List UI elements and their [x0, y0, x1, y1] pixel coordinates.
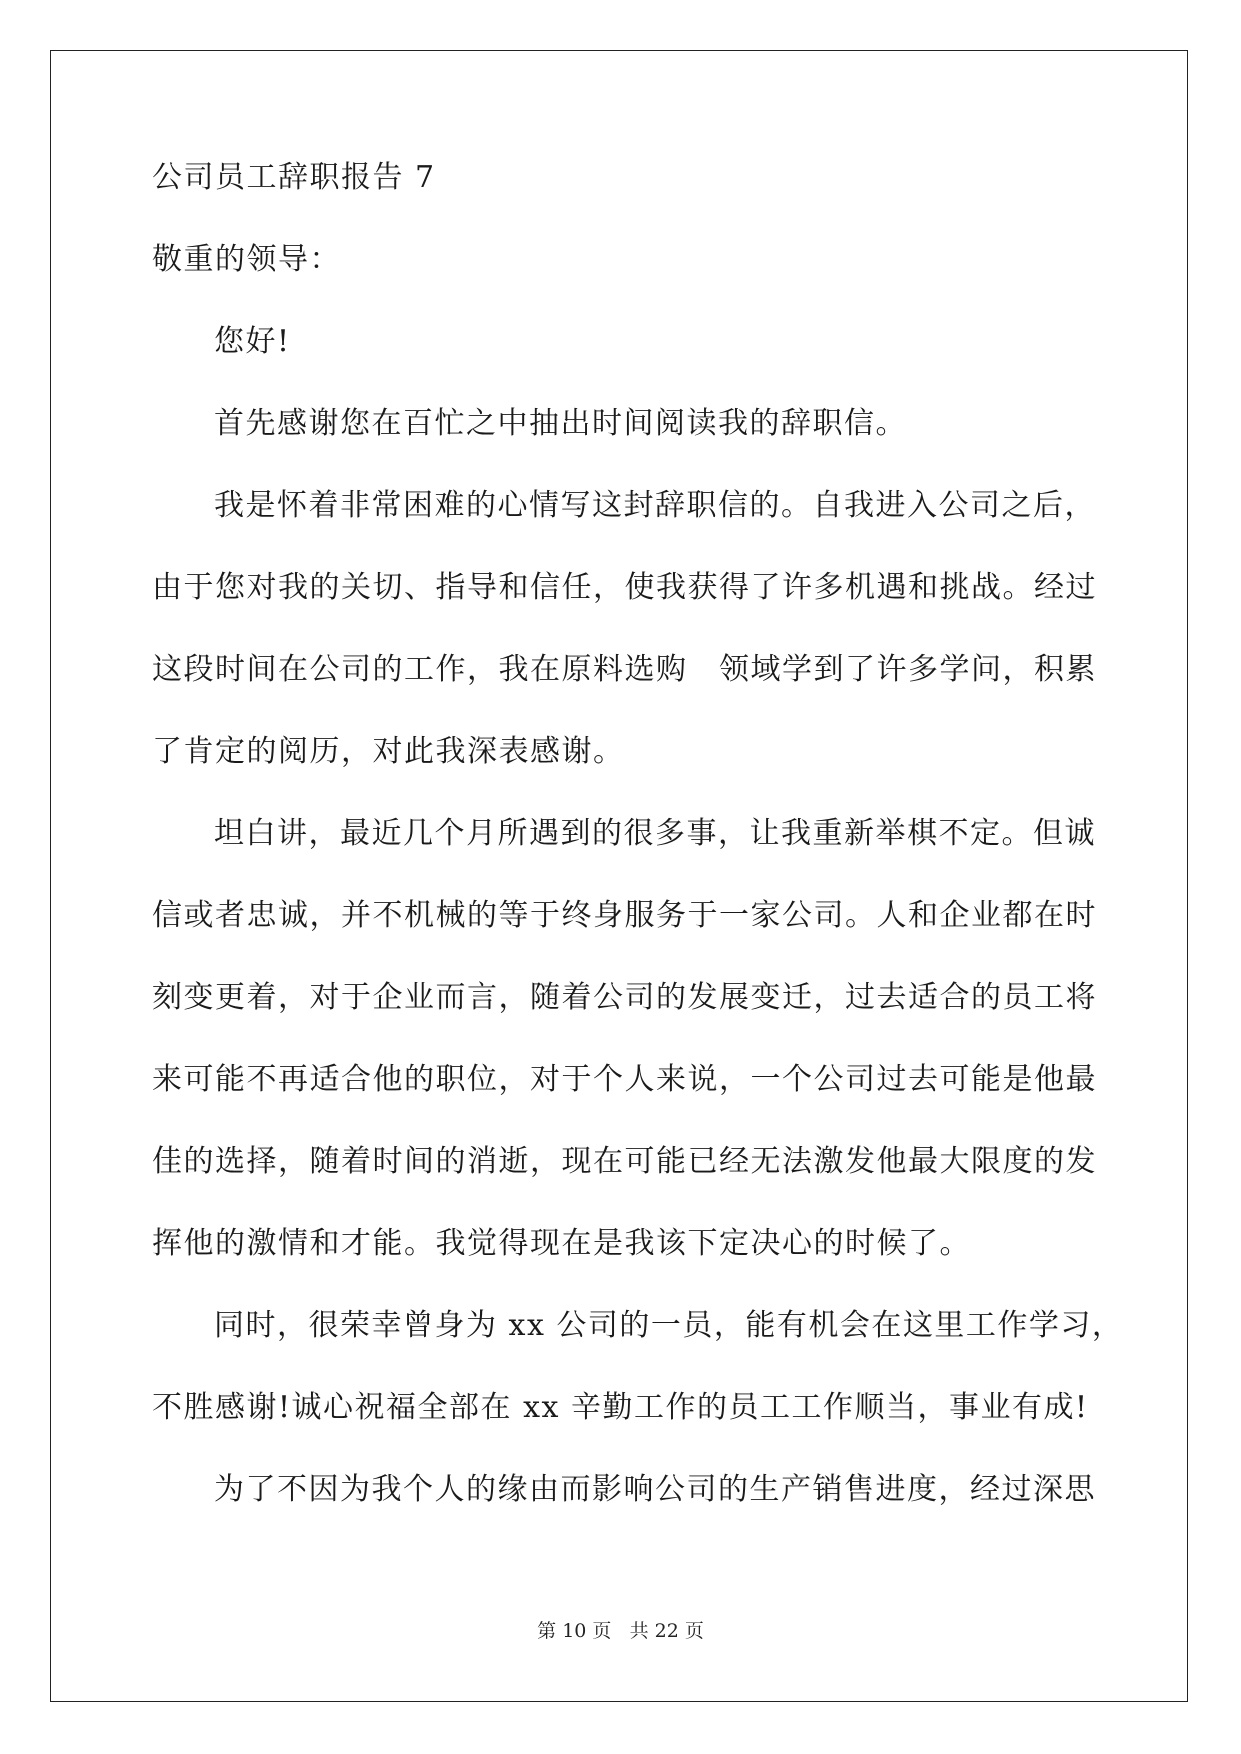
paragraph-line: 不胜感谢!诚心祝福全部在 xx 辛勤工作的员工工作顺当，事业有成! [152, 1390, 1089, 1425]
document-title: 公司员工辞职报告 7 [152, 160, 436, 195]
paragraph-line: 挥他的激情和才能。我觉得现在是我该下定决心的时候了。 [152, 1226, 971, 1261]
document-body [152, 160, 1124, 1507]
paragraph-line: 由于您对我的关切、指导和信任，使我获得了许多机遇和挑战。经过 [152, 570, 1097, 605]
paragraph-line: 首先感谢您在百忙之中抽出时间阅读我的辞职信。 [214, 406, 907, 441]
paragraph-line: 佳的选择，随着时间的消逝，现在可能已经无法激发他最大限度的发 [152, 1144, 1097, 1179]
paragraph-line: 信或者忠诚，并不机械的等于终身服务于一家公司。人和企业都在时 [152, 898, 1097, 933]
paragraph-line: 刻变更着，对于企业而言，随着公司的发展变迁，过去适合的员工将 [152, 980, 1097, 1015]
paragraph-line: 来可能不再适合他的职位，对于个人来说，一个公司过去可能是他最 [152, 1062, 1097, 1097]
salutation: 敬重的领导： [152, 242, 341, 277]
paragraph-line: 这段时间在公司的工作，我在原料选购 领域学到了许多学问，积累 [152, 652, 1097, 687]
page-number: 第 10 页 [537, 1620, 612, 1642]
paragraph-line: 我是怀着非常困难的心情写这封辞职信的。自我进入公司之后， [214, 488, 1096, 523]
page-total: 共 22 页 [629, 1620, 704, 1642]
page-footer [0, 1620, 1241, 1642]
paragraph-line: 了肯定的阅历，对此我深表感谢。 [152, 734, 625, 769]
paragraph-line: 为了不因为我个人的缘由而影响公司的生产销售进度，经过深思 [214, 1472, 1096, 1507]
paragraph-line: 坦白讲，最近几个月所遇到的很多事，让我重新举棋不定。但诚 [214, 816, 1096, 851]
paragraph-line: 同时，很荣幸曾身为 xx 公司的一员，能有机会在这里工作学习， [214, 1308, 1124, 1343]
greeting: 您好! [214, 324, 291, 359]
